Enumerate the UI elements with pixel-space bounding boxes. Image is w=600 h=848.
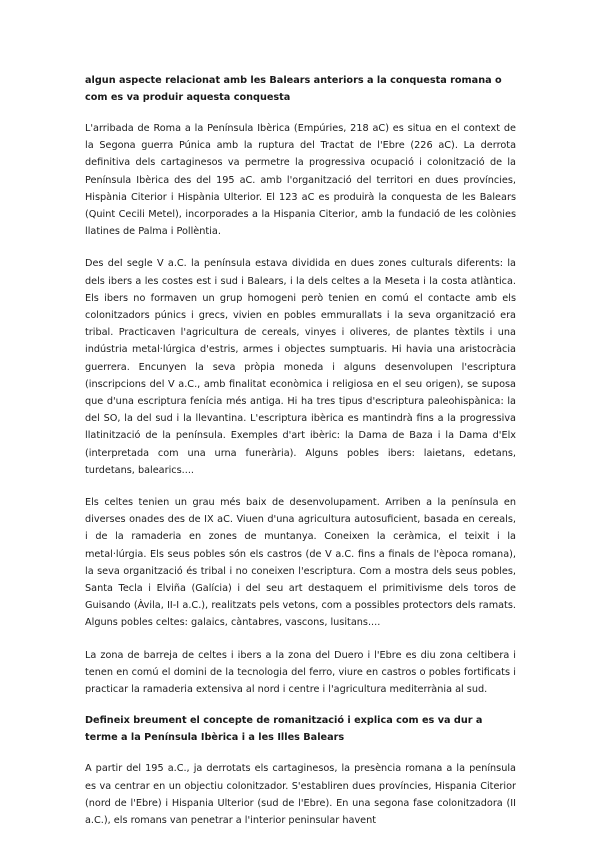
paragraph-celts: Els celtes tenien un grau més baix de desenvolupament. Arriben a la península en diverses onades des de IX aC. Viuen d'una agricultura autosuficient, basada en cereals, i de la ramaderia en zones de muntanya. Coneixen la ceràmica, el teixit i la metal·lúrgia. Els seus pobles són els castros (de V a.C. fins a finals de l'època romana), la seva organització és tribal i no coneixen l'escriptura. Com a mostra dels seus pobles, Santa Tecla i Elviña (Galícia) i del seu art destaquem el primitivisme dels toros de Guisando (Àvila, II-I a.C.), realitzats pels vetons, com a possibles protectors dels ramats. Alguns pobles celtes: galaics, càntabres, vascons, lusitans.... (85, 497, 516, 629)
paragraph-roman-arrival: L'arribada de Roma a la Península Ibèrica (Empúries, 218 aC) es situa en el context de la Segona guerra Púnica amb la ruptura del Tractat de l'Ebre (226 aC). La derrota definitiva dels cartaginesos va permetre la progressiva ocupació i colonització de la Península Ibèrica des del 195 aC. amb l'organització del territori en dues províncies, Hispània Citerior i Hispània Ulterior. El 123 aC es produirà la conquesta de les Balears (Quint Cecili Metel), incorporades a la Hispania Citerior, amb la fundació de les colònies llatines de Palma i Pollèntia. (85, 123, 516, 238)
question-heading-2: Defineix breument el concepte de romanització i explica com es va dur a terme a la Península Ibèrica i a les Illes Balears (85, 715, 483, 743)
paragraph-iberians: Des del segle V a.C. la península estava dividida en dues zones culturals diferents: la dels ibers a les costes est i sud i Balears, i la dels celtes a la Meseta i la costa atlàntica. Els ibers no formaven un grup homogeni però tenien en comú el contacte amb els colonitzadors púnics i grecs, vivien en pobles emmurallats i la seva organització era tribal. Practicaven l'agricultura de cereals, vinyes i oliveres, de plantes tèxtils i una indústria metal·lúrgica d'estris, armes i objectes sumptuaris. Hi havia una aristocràcia guerrera. Encunyen la seva pròpia moneda i alguns desenvolupen l'escriptura (inscripcions del V a.C., amb finalitat econòmica i religiosa en el seu origen), se suposa que d'una escriptura fenícia més antiga. Hi ha tres tipus d'escriptura paleohispànica: la del SO, la del sud i la llevantina. L'escriptura ibèrica es mantindrà fins a la progressiva llatinització de la península. Exemples d'art ibèric: la Dama de Baza i la Dama d'Elx (interpretada com una urna funerària). Alguns pobles ibers: laietans, edetans, turdetans, balearics.... (85, 258, 516, 476)
question-heading-1: algun aspecte relacionat amb les Balears anteriors a la conquesta romana o com es va produir aquesta conquesta (85, 75, 502, 103)
paragraph-romanization: A partir del 195 a.C., ja derrotats els cartaginesos, la presència romana a la península es va centrar en un objectiu colonitzador. S'establiren dues províncies, Hispania Citerior (nord de l'Ebre) i Hispania Ulterior (sud de l'Ebre). En una segona fase colonitzadora (II a.C.), els romans van penetrar a l'interior peninsular havent (85, 763, 516, 826)
paragraph-celtiberians: La zona de barreja de celtes i ibers a la zona del Duero i l'Ebre es diu zona celtibera i tenen en comú el domini de la tecnologia del ferro, viure en castros o pobles fortificats i practicar la ramaderia extensiva al nord i centre i l'agricultura mediterrània al sud. (85, 649, 516, 696)
